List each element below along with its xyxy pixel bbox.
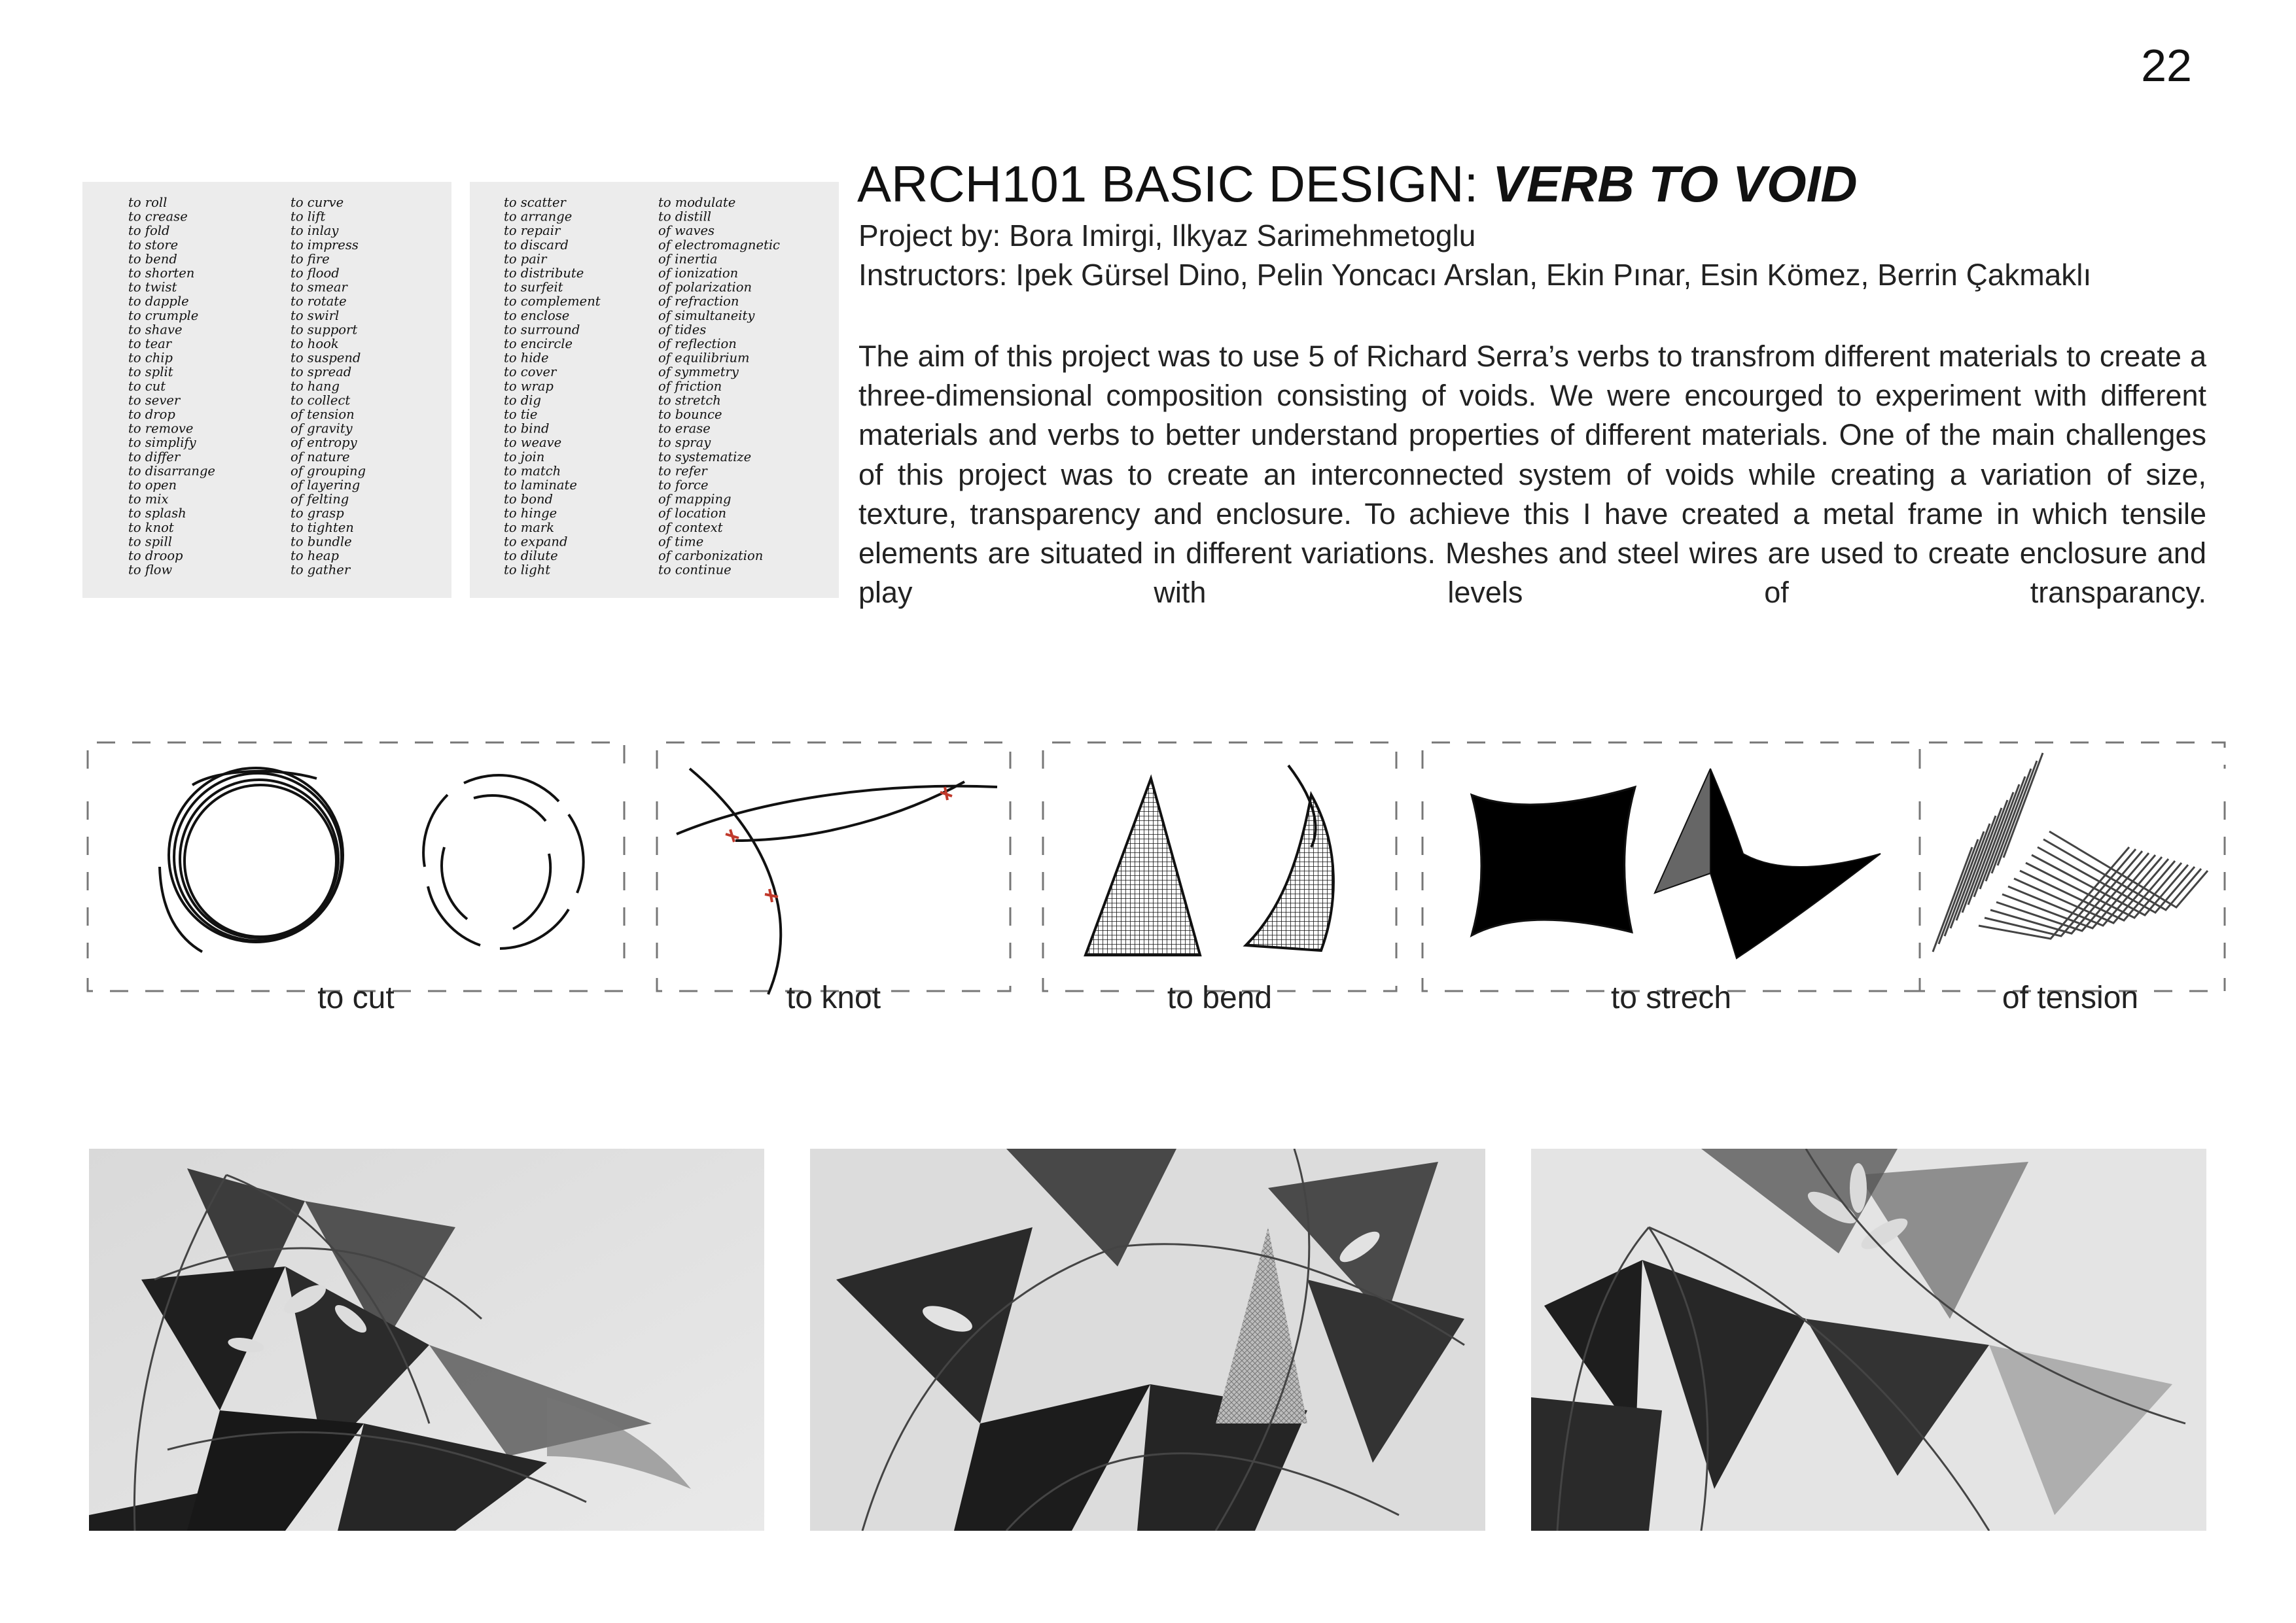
- sheet1-col1-verb: to crumple: [128, 307, 199, 323]
- caption-to-bend: to bend: [1167, 981, 1273, 1015]
- verb-list-sheet-1: [82, 182, 451, 598]
- sheet2-col1-verb: to expand: [504, 534, 568, 550]
- sheet1-col1-verb: to roll: [128, 195, 168, 210]
- sheet2-col1-verb: to surround: [504, 322, 580, 338]
- sheet1-col1-verb: to store: [128, 237, 179, 253]
- sheet2-col1-verb: to hide: [504, 350, 549, 366]
- sheet1-col1-verb: to remove: [128, 421, 194, 436]
- sheet2-col2-verb: of reflection: [658, 336, 737, 351]
- sheet1-col1-verb: to crease: [128, 209, 188, 224]
- sheet2-col2-verb: to systematize: [658, 449, 752, 464]
- sheet2-col2-verb: to spray: [658, 435, 711, 451]
- sheet2-col2-verb: to erase: [658, 421, 711, 436]
- sheet2-col2-verb: of refraction: [658, 294, 739, 309]
- sheet2-col2-verb: of friction: [658, 378, 722, 394]
- sheet1-col2-verb: to flood: [291, 266, 340, 281]
- knot-lines: [677, 769, 997, 994]
- sheet2-col1-verb: to surfeit: [504, 279, 563, 295]
- sheet1-col1-verb: to tear: [128, 336, 172, 351]
- sheet2-col2-verb: to distill: [658, 209, 712, 224]
- sheet2-col1-verb: to discard: [504, 237, 569, 253]
- flat-triangle: [1086, 778, 1200, 955]
- model-photo-3: [1531, 1149, 2206, 1531]
- sheet2-col1-verb: to repair: [504, 223, 561, 239]
- sheet2-col1-verb: to tie: [504, 407, 538, 422]
- sheet2-col2-verb: of polarization: [658, 279, 752, 295]
- sheet2-col2-verb: to bounce: [658, 407, 722, 422]
- sheet1-col2-verb: to lift: [291, 209, 326, 224]
- caption-to-cut: to cut: [317, 981, 395, 1015]
- verb-list-1: [82, 182, 451, 598]
- project-by: Project by: Bora Imirgi, Ilkyaz Sarimehmetoglu: [858, 218, 1476, 253]
- sheet1-col2-verb: to rotate: [291, 294, 347, 309]
- sheet2-col2-verb: to force: [658, 478, 709, 493]
- sheet1-col1-verb: to drop: [128, 407, 175, 422]
- sheet1-col1-verb: to differ: [128, 449, 181, 464]
- page-number: 22: [2141, 40, 2192, 91]
- sheet2-col2-verb: of tides: [658, 322, 707, 338]
- tension-line: [1992, 769, 2195, 913]
- tension-lines: [1933, 753, 2208, 952]
- sheet1-col1-verb: to splash: [128, 506, 186, 521]
- sheet1-col1-verb: to mix: [128, 491, 169, 507]
- sheet1-col2-verb: to gather: [291, 562, 351, 578]
- sheet1-col2-verb: to spread: [291, 364, 352, 380]
- sheet2-col1-verb: to light: [504, 562, 551, 578]
- sheet1-col1-verb: to split: [128, 364, 173, 380]
- sheet2-col1-verb: to dilute: [504, 548, 558, 563]
- sheet1-col1-verb: to droop: [128, 548, 183, 563]
- sheet2-col1-verb: to join: [504, 449, 545, 464]
- sheet1-col2-verb: of nature: [291, 449, 350, 464]
- sheet2-col2-verb: of context: [658, 519, 723, 535]
- sheet2-col2-verb: of time: [658, 534, 704, 550]
- sheet1-col2-verb: to grasp: [291, 506, 344, 521]
- sheet1-col2-verb: to inlay: [291, 223, 339, 239]
- sheet2-col2-verb: of ionization: [658, 266, 739, 281]
- sheet2-col1-verb: to encircle: [504, 336, 573, 351]
- sheet1-col2-verb: to hang: [291, 378, 340, 394]
- sheet1-col2-verb: to hook: [291, 336, 339, 351]
- sheet2-col1-verb: to arrange: [504, 209, 573, 224]
- sheet2-col1-verb: to mark: [504, 519, 555, 535]
- sheet1-col2-verb: to fire: [291, 251, 330, 267]
- sheet2-col2-verb: of inertia: [658, 251, 718, 267]
- bent-triangle: [1246, 795, 1333, 951]
- sheet1-col2-verb: to suspend: [291, 350, 361, 366]
- cut-circle: [423, 775, 584, 949]
- sheet2-col2-verb: of symmetry: [658, 364, 739, 380]
- sheet1-col2-verb: to bundle: [291, 534, 352, 550]
- scribble-circle: [160, 768, 343, 952]
- sheet1-col1-verb: to fold: [128, 223, 170, 239]
- instructors: Instructors: Ipek Gürsel Dino, Pelin Yoncacı Arslan, Ekin Pınar, Esin Kömez, Berrin Çakmaklı: [858, 258, 2092, 292]
- sheet2-col1-verb: to laminate: [504, 478, 577, 493]
- diagram-to-cut: [88, 742, 624, 991]
- stretched-square: [1472, 787, 1635, 935]
- sheet2-col1-verb: to weave: [504, 435, 562, 451]
- sheet2-col1-verb: to enclose: [504, 307, 570, 323]
- verb-list-2: [470, 182, 839, 598]
- sheet1-col1-verb: to twist: [128, 279, 177, 295]
- sheet1-col1-verb: to cut: [128, 378, 166, 394]
- sheet2-col1-verb: to pair: [504, 251, 547, 267]
- sheet2-col2-verb: to stretch: [658, 393, 721, 408]
- sheet2-col2-verb: of location: [658, 506, 727, 521]
- sheet2-col1-verb: to wrap: [504, 378, 554, 394]
- diagram-of-tension: [1920, 742, 2225, 991]
- sheet1-col1-verb: to shave: [128, 322, 183, 338]
- sheet2-col1-verb: to scatter: [504, 195, 566, 210]
- sheet2-col1-verb: to match: [504, 463, 561, 479]
- sheet2-col2-verb: of electromagnetic: [658, 237, 780, 253]
- project-description: The aim of this project was to use 5 of Richard Serra’s verbs to transfrom different materials to create a three-dimensional composition consisting of voids. We were encourged to experiment with different materials and verbs to better understand properties of different materials. One of the main challenges of this project was to create an interconnected system of voids while creating a variation of size, texture, transparency and enclosure. To achieve this I have created a metal frame in which tensile elements are situated in different variations. Meshes and steel wires are used to create enclosure and play with levels of transparancy.: [858, 340, 2206, 610]
- diagram-to-bend: [1043, 742, 1396, 991]
- sheet1-col1-verb: to bend: [128, 251, 177, 267]
- sheet1-col2-verb: of tension: [291, 407, 355, 422]
- sheet2-col2-verb: to refer: [658, 463, 707, 479]
- sheet2-col2-verb: to continue: [658, 562, 732, 578]
- sheet2-col2-verb: of equilibrium: [658, 350, 750, 366]
- sheet2-col1-verb: to complement: [504, 294, 601, 309]
- sheet1-col2-verb: of felting: [291, 491, 349, 507]
- sheet1-col2-verb: to support: [291, 322, 358, 338]
- title-prefix: ARCH101 BASIC DESIGN:: [857, 155, 1492, 213]
- sheet1-col1-verb: to simplify: [128, 435, 196, 451]
- tension-line: [1998, 761, 2201, 910]
- sheet1-col1-verb: to knot: [128, 519, 174, 535]
- caption-to-strech: to strech: [1610, 981, 1732, 1015]
- sheet1-col2-verb: to tighten: [291, 519, 354, 535]
- sheet1-col2-verb: to smear: [291, 279, 347, 295]
- sheet2-col2-verb: of carbonization: [658, 548, 764, 563]
- diagram-to-knot: [657, 742, 1010, 991]
- sheet2-col2-verb: to modulate: [658, 195, 736, 210]
- caption-to-knot: to knot: [786, 981, 881, 1015]
- sheet2-col1-verb: to bond: [504, 491, 554, 507]
- sheet1-col1-verb: to disarrange: [128, 463, 215, 479]
- credits: [858, 216, 2091, 294]
- sheet1-col1-verb: to flow: [128, 562, 173, 578]
- sheet1-col1-verb: to shorten: [128, 266, 195, 281]
- sheet1-col1-verb: to open: [128, 478, 177, 493]
- sheet2-col2-verb: of mapping: [658, 491, 732, 507]
- model-photo-1: [89, 1149, 764, 1531]
- model-photo-2: [810, 1149, 1485, 1531]
- caption-of-tension: of tension: [2002, 981, 2139, 1015]
- sheet1-col1-verb: to sever: [128, 393, 181, 408]
- sheet2-col1-verb: to distribute: [504, 266, 584, 281]
- sheet1-col2-verb: to curve: [291, 195, 344, 210]
- sheet1-col1-verb: to spill: [128, 534, 172, 550]
- sheet1-col2-verb: to swirl: [291, 307, 340, 323]
- sheet1-col2-verb: to impress: [291, 237, 359, 253]
- project-title: [857, 155, 1858, 213]
- sheet2-col1-verb: to dig: [504, 393, 541, 408]
- sheet1-col2-verb: of layering: [291, 478, 361, 493]
- sheet2-col1-verb: to cover: [504, 364, 557, 380]
- stretched-shape-grey: [1655, 769, 1710, 893]
- sheet1-col2-verb: of grouping: [291, 463, 366, 479]
- sheet2-col1-verb: to bind: [504, 421, 550, 436]
- sheet1-col1-verb: to chip: [128, 350, 173, 366]
- verb-list-sheet-2: [470, 182, 839, 598]
- diagram-to-strech: [1422, 742, 1920, 991]
- sheet2-col1-verb: to hinge: [504, 506, 557, 521]
- dashed-frame: [88, 742, 624, 991]
- sheet2-col2-verb: of simultaneity: [658, 307, 755, 323]
- dashed-frame: [657, 742, 1010, 991]
- sheet1-col2-verb: of gravity: [291, 421, 353, 436]
- title-emphasis: VERB TO VOID: [1492, 155, 1858, 213]
- sheet1-col2-verb: to collect: [291, 393, 351, 408]
- sheet1-col2-verb: of entropy: [291, 435, 357, 451]
- sheet1-col2-verb: to heap: [291, 548, 339, 563]
- sheet2-col2-verb: of waves: [658, 223, 715, 239]
- stretched-shape-black: [1710, 769, 1881, 958]
- sheet1-col1-verb: to dapple: [128, 294, 189, 309]
